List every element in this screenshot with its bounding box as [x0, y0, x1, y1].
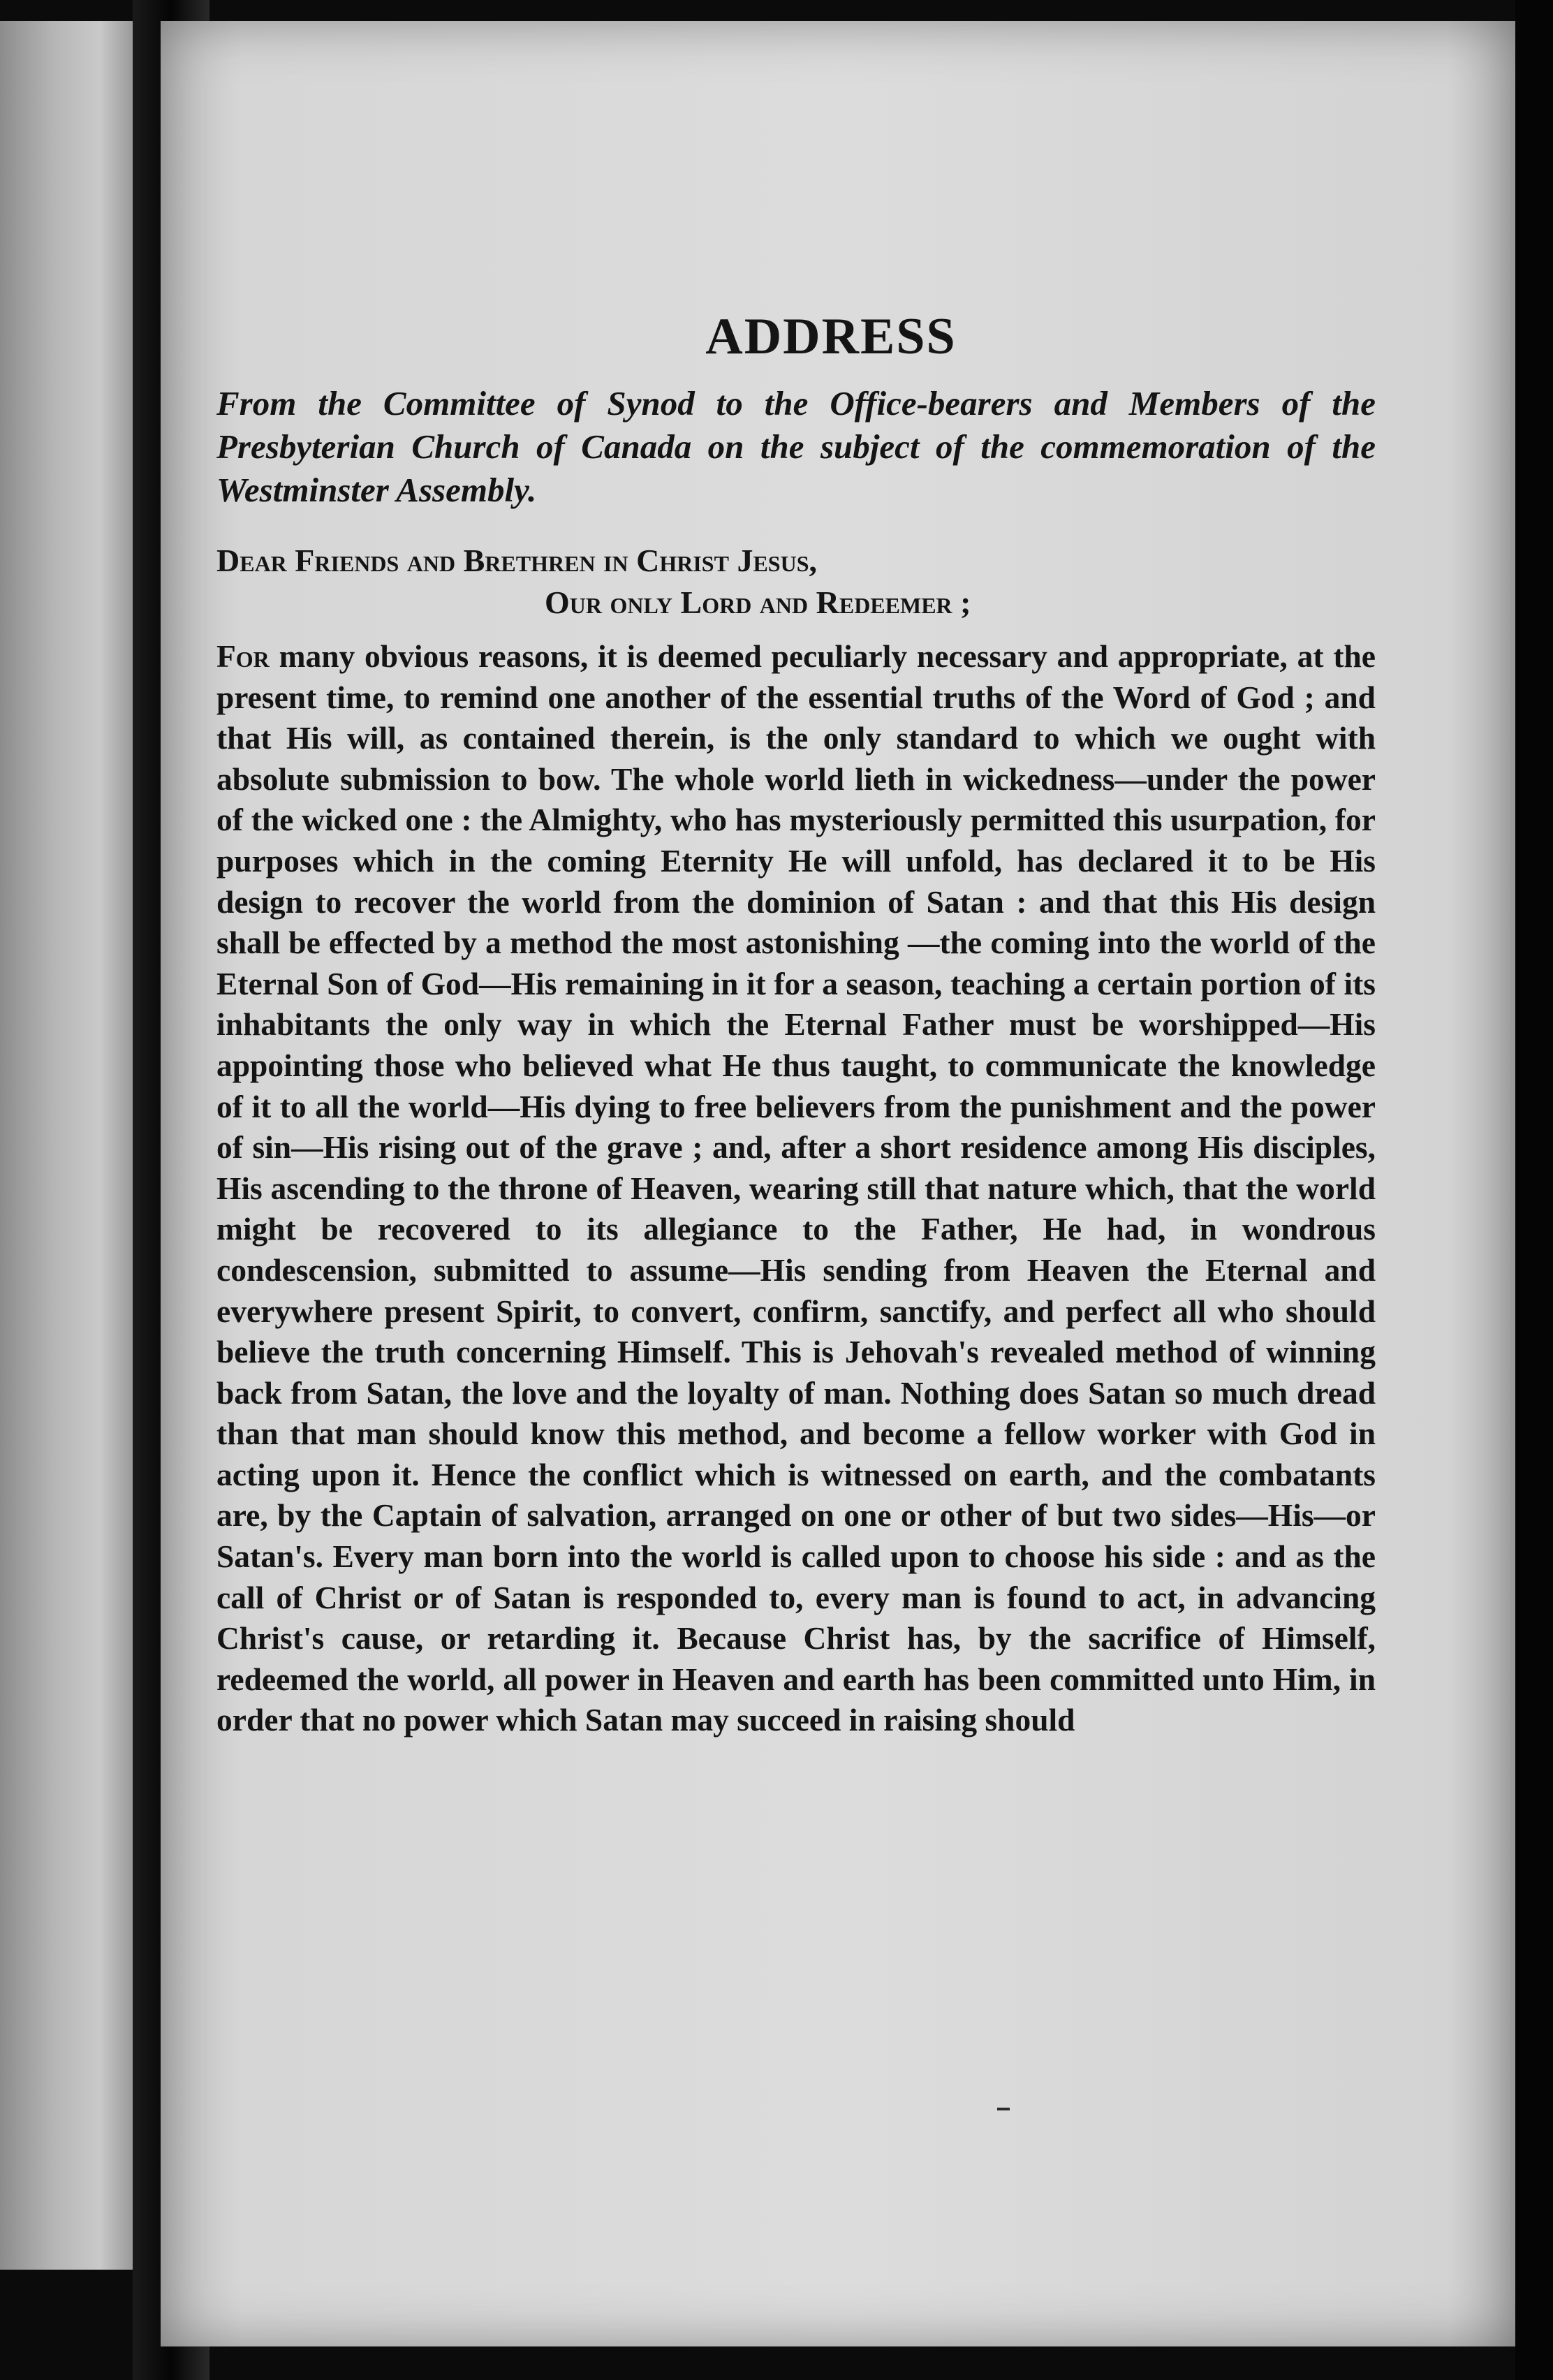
page-title: ADDRESS [705, 308, 957, 365]
salutation-line-1: Dear Friends and Brethren in Christ Jesus, [216, 543, 817, 578]
salutation-line-2: Our only Lord and Redeemer ; [545, 585, 971, 620]
scan-border [1515, 0, 1553, 2380]
salutation [216, 540, 1376, 624]
facing-page-ghost-print [14, 1041, 31, 1089]
body-text: many obvious reasons, it is deemed peculiarly necessary and appropriate, at the present time, to remind one another of the essential truths of the Word of God ; and that His will, as contained therein, is the only standard to which we ought with absolute submission to bow. The whole world lieth in wickedness—under the power of the wicked one : the Almighty, who has mysteriously permitted this usurpation, for purposes which in the coming Eternity He will unfold, has declared it to be His design to recover the world from the dominion of Satan : and that this His design shall be effected by a method the most astonishing —the coming into the world of the Eternal Son of God—His remaining in it for a season, teaching a certain portion of its inhabitants the only way in which the Eternal Father must be worshipped—His appointing those who believed what He thus taught, to communicate the knowledge of it to all the world—His dying to free believers from the punishment and the power of sin—His rising out of the grave ; and, after a short residence among His disciples, His ascending to the throne of Heaven, wearing still that nature which, that the world might be recovered to its allegiance to the Father, He had, in wondrous condescension, submitted to assume—His sending from Heaven the Eternal and everywhere present Spirit, to convert, confirm, sanctify, and perfect all who should believe the truth concerning Himself. This is Jehovah's revealed method of winning back from Satan, the love and the loyalty of man. Nothing does Satan so much dread than that man should know this method, and become a fellow worker with God in acting upon it. Hence the conflict which is witnessed on earth, and the combatants are, by the Captain of salvation, arranged on one or other of but two sides—His—or Satan's. Every man born into the world is called upon to choose his side : and as the call of Christ or of Satan is responded to, every man is found to act, in advancing Christ's cause, or retarding it. Because Christ has, by the sacrifice of Himself, redeemed the world, all power in Heaven and earth has been committed unto Him, in order that no power which Satan may succeed in raising should [216, 638, 1376, 1738]
page-subtitle: From the Committee of Synod to the Office-bearers and Members of the Presbyterian Church of Canada on the subject of the commemoration of the Westminster Assembly. [216, 384, 1376, 509]
body-paragraph [216, 636, 1376, 1741]
body-lead-word: For [216, 638, 270, 674]
page-mark [997, 2108, 1010, 2110]
page-text [216, 307, 1376, 1741]
facing-page-edge [0, 21, 133, 2270]
